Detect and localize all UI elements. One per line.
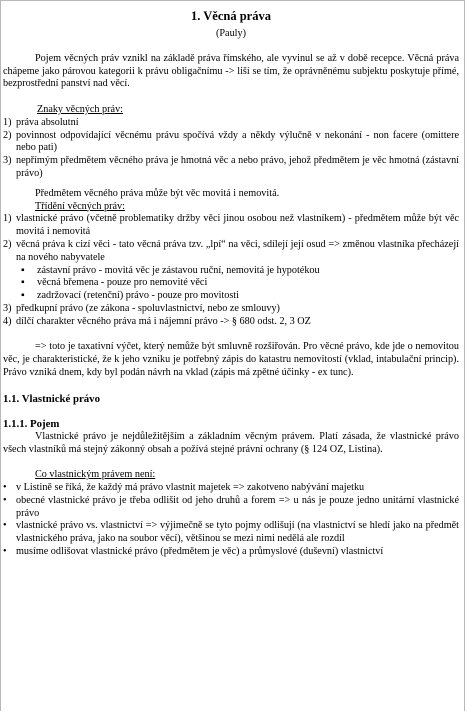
list-item: ▪ zástavní právo - movitá věc je zástavou ruční, nemovitá je hypotékou [21, 264, 320, 276]
section-heading: 1.1. Vlastnické právo [3, 392, 100, 405]
document-subtitle: (Pauly) [216, 28, 246, 39]
list-item: • vlastnické právo vs. vlastnictví => výjimečně se tyto pojmy odlišují (na vlastnictví se hledí jako na předmět vlastnického práva, jako na soubor věcí), většinou se mezi nimi nedělá ale rozdíl [3, 520, 459, 545]
trideni-heading: Třídění věcných práv: [35, 200, 125, 212]
list-item: • obecné vlastnické právo je třeba odlišit od jeho druhů a forem => u nás je pouze jedno unitární vlastnické právo [3, 494, 459, 519]
co-list [3, 482, 459, 559]
subsection-heading: 1.1.1. Pojem [3, 418, 60, 431]
trideni-sublist [3, 265, 459, 303]
intro-paragraph: Pojem věcných práv vznikl na základě práva římského, ale vyvinul se až v době recepce. Věcná práva chápeme jako párovou kategorii k právu obligačnímu -> liší se tím, že oprávněnému subjektu poskytuje přímé, bezprostřední panství nad věcí. [3, 52, 459, 90]
list-item: 1) práva absolutní [3, 116, 79, 128]
list-item: 1) vlastnické právo (včetně problematiky držby věci jinou osobou než vlastníkem) - předmětem může být věc movitá i nemovitá [3, 213, 459, 238]
list-item: • v Listině se říká, že každý má právo vlastnit majetek => zakotveno nabývání majetku [3, 482, 365, 494]
list-item: 2) povinnost odpovídající věcnému právu spočívá vždy a někdy výlučně v nekonání - non facere (omittere nebo pati) [3, 129, 459, 154]
pojem-paragraph: Vlastnické právo je nejdůležitějším a základním věcným právem. Platí zásada, že vlastnické právo všech vlastníků má stejný zákonný obsah a požívá stejné právní ochrany (§ 124 OZ, Listina). [3, 430, 459, 455]
predmet-paragraph: Předmětem věcného práva může být věc movitá i nemovitá. [35, 187, 280, 199]
znaky-list [3, 117, 459, 181]
trideni-list [3, 213, 459, 264]
list-item: 3) nepřímým předmětem věcného práva je hmotná věc a nebo právo, jehož předmětem je věc hmotná (zástavní právo) [3, 155, 459, 179]
list-item: • musíme odlišovat vlastnické právo (předmětem je věc) a průmyslové (duševní) vlastnictví [3, 546, 384, 558]
list-item: 4) dílčí charakter věcného práva má i nájemní právo -> § 680 odst. 2, 3 OZ [3, 315, 311, 327]
list-item: 2) věcná práva k cizí věci - tato věcná práva tzv. „lpí“ na věci, sdílejí její osud => změnou vlastníka přecházejí na nového nabyvatele [3, 238, 459, 263]
co-heading: Co vlastnickým právem není: [35, 469, 156, 481]
list-item: ▪ zadržovací (retenční) právo - pouze pro movitosti [21, 290, 239, 302]
list-item: 3) předkupní právo (ze zákona - spoluvlastnictví, nebo ze smlouvy) [3, 302, 280, 314]
list-item: ▪ věcná břemena - pouze pro nemovité věci [21, 277, 208, 289]
znaky-heading: Znaky věcných práv: [37, 103, 123, 115]
trideni-list-rest [3, 303, 459, 329]
document-title: 1. Věcná práva [191, 9, 271, 23]
taxativni-paragraph: => toto je taxativní výčet, který nemůže být smluvně rozšiřován. Pro věcné právo, kde jde o nemovitou věc, je charakteristické, že k jeho vzniku je potřebný zápis do katastru nemovitostí (vklad, intabulační princip). Právo vzniká dnem, kdy byl podán návrh na vklad (zápis má zpětné účinky - ex tunc). [3, 341, 459, 378]
